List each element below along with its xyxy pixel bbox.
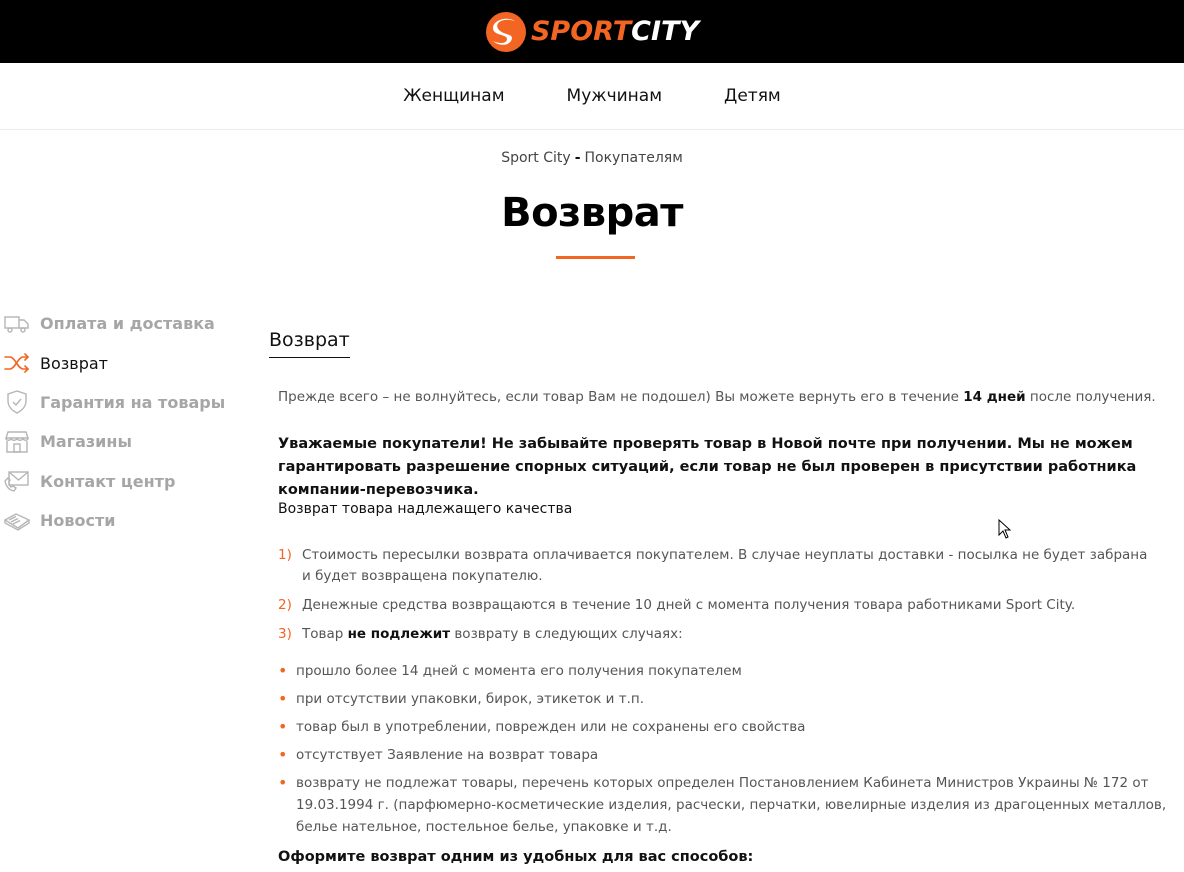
list-item <box>278 688 1178 710</box>
list-text-start: Товар <box>302 626 348 642</box>
intro-text: Прежде всего – не волнуйтесь, если товар Вам не подошел) Вы можете вернуть его в течение <box>278 389 964 405</box>
nav-women[interactable]: Женщинам <box>403 86 505 106</box>
store-icon <box>4 430 32 454</box>
sidebar-item-label: Контакт центр <box>40 471 176 491</box>
list-text: товар был в употреблении, поврежден или не сохранены его свойства <box>296 719 806 735</box>
intro-days: 14 дней <box>963 389 1026 405</box>
bullet-dot: • <box>278 661 288 680</box>
main-nav <box>0 63 1184 130</box>
bullet-list <box>278 660 1178 844</box>
list-text: отсутствует Заявление на возврат товара <box>296 747 599 763</box>
logo-sport-text: SPORT <box>530 16 632 47</box>
list-item <box>278 660 1178 682</box>
sidebar-item-contact-center[interactable] <box>4 462 234 501</box>
list-text: возврату не подлежат товары, перечень которых определен Постановлением Кабинета Министров Украины № 172 от 19.03.1994 г. (парфюмерно-косметические изделия, расчески, перчатки, ювелирные изделия из драгоценных металлов, белье нательное, постельное белье, упаковке и т.д. <box>296 775 1167 835</box>
section-title: Возврат <box>269 329 350 358</box>
list-item <box>278 772 1178 838</box>
breadcrumb <box>0 150 1184 166</box>
top-bar <box>0 0 1184 63</box>
list-text-end: возврату в следующих случаях: <box>450 626 683 642</box>
intro-paragraph <box>278 387 1168 408</box>
sidebar-item-label: Возврат <box>40 353 108 373</box>
sidebar-item-label: Новости <box>40 511 116 531</box>
numbered-list <box>278 545 1158 653</box>
list-text: при отсутствии упаковки, бирок, этикеток и т.п. <box>296 691 644 707</box>
bullet-dot: • <box>278 773 288 792</box>
breadcrumb-customers[interactable]: Покупателям <box>584 150 683 166</box>
sidebar-item-label: Гарантия на товары <box>40 392 226 412</box>
sidebar-item-warranty[interactable] <box>4 383 234 422</box>
envelope-phone-icon <box>4 469 32 493</box>
list-number: 3) <box>278 626 292 642</box>
page-title: Возврат <box>501 190 683 236</box>
intro-text-end: после получения. <box>1025 389 1156 405</box>
list-item <box>278 744 1178 766</box>
breadcrumb-home[interactable]: Sport City <box>501 150 571 166</box>
sidebar-item-stores[interactable] <box>4 422 234 461</box>
nav-men[interactable]: Мужчинам <box>566 86 663 106</box>
title-underline <box>556 256 635 259</box>
main-content <box>269 329 1169 865</box>
shield-icon <box>4 390 32 414</box>
subheading-quality-return: Возврат товара надлежащего качества <box>278 501 573 517</box>
sportcity-logo[interactable] <box>485 11 699 53</box>
list-text: Стоимость пересылки возврата оплачивается покупателем. В случае неуплаты доставки - посылка не будет забрана и будет возвращена покупателю. <box>302 547 1148 584</box>
bullet-dot: • <box>278 689 288 708</box>
list-number: 2) <box>278 597 292 613</box>
sidebar-item-payment-delivery[interactable] <box>4 304 234 343</box>
sidebar-item-return[interactable] <box>4 343 234 382</box>
bullet-dot: • <box>278 717 288 736</box>
list-text: Денежные средства возвращаются в течение 10 дней с момента получения товара работниками Sport City. <box>302 597 1076 613</box>
list-item <box>278 624 1158 645</box>
list-item <box>278 716 1178 738</box>
truck-icon <box>4 312 32 336</box>
list-item <box>278 545 1158 587</box>
closing-paragraph: Оформите возврат одним из удобных для вас способов: <box>278 849 754 865</box>
list-text <box>302 624 683 645</box>
nav-kids[interactable]: Детям <box>724 86 781 106</box>
newspaper-icon <box>4 509 32 533</box>
logo-city-text: CITY <box>631 16 700 47</box>
list-text-bold: не подлежит <box>347 626 451 642</box>
notice-paragraph: Уважаемые покупатели! Не забывайте проверять товар в Новой почте при получении. Мы не можем гарантировать разрешение спорных ситуаций, если товар не был проверен в присутствии работника компании-перевозчика. <box>278 436 1137 498</box>
sidebar-item-label: Оплата и доставка <box>40 314 215 334</box>
list-item <box>278 595 1158 616</box>
logo-wordmark <box>531 18 699 45</box>
list-number: 1) <box>278 547 292 563</box>
bullet-dot: • <box>278 745 288 764</box>
list-text: прошло более 14 дней с момента его получения покупателем <box>296 663 742 679</box>
mouse-cursor-icon <box>998 519 1012 539</box>
shuffle-icon <box>4 351 32 375</box>
sidebar <box>4 304 234 540</box>
logo-s-icon <box>485 11 527 53</box>
breadcrumb-separator: - <box>574 150 581 166</box>
sidebar-item-news[interactable] <box>4 501 234 540</box>
sidebar-item-label: Магазины <box>40 432 132 452</box>
